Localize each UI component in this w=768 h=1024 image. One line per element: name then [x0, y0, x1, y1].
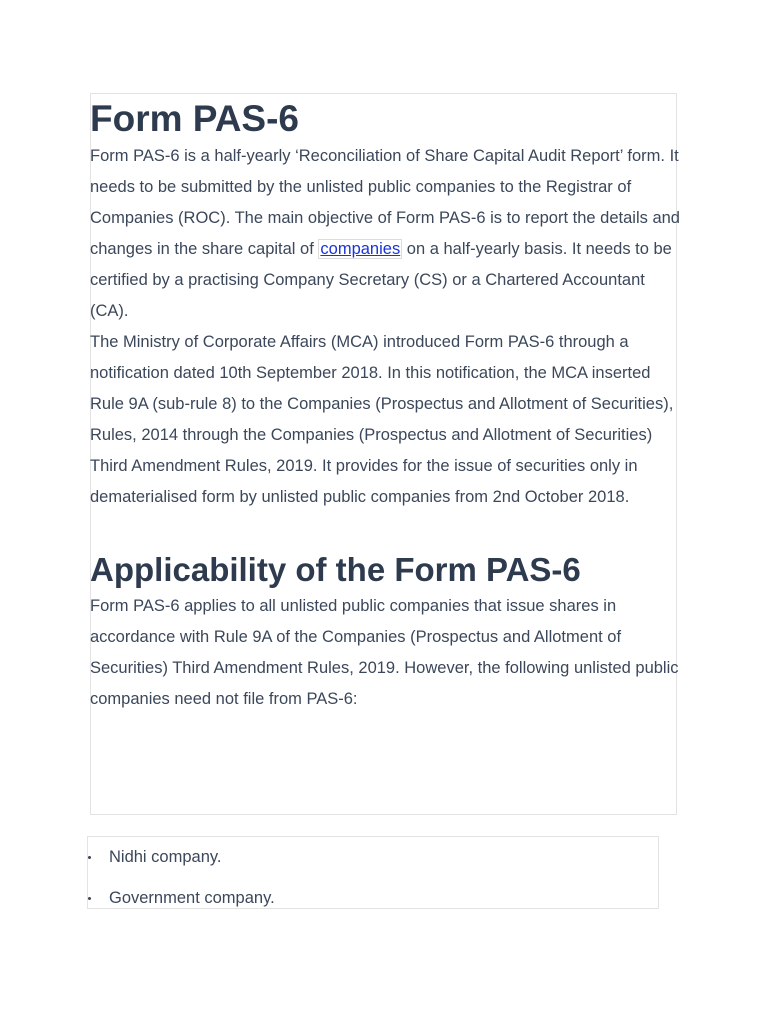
page-title: Form PAS-6: [90, 98, 300, 139]
intro-text-before-link: Form PAS-6 is a half-yearly ‘Reconciliation of Share Capital Audit Report’ form. It needs to be submitted by the unlisted public companies to the Registrar of Companies (ROC). The main objective of Form PAS-6 is to report the details and changes in the share capital of: [90, 147, 680, 258]
mca-paragraph: The Ministry of Corporate Affairs (MCA) introduced Form PAS-6 through a notification dated 10th September 2018. In this notification, the MCA inserted Rule 9A (sub-rule 8) to the Companies (Prospectus and Allotment of Securities), Rules, 2014 through the Companies (Prospectus and Allotment of Securities) Third Amendment Rules, 2019. It provides for the issue of securities only in dematerialised form by unlisted public companies from 2nd October 2018.: [90, 333, 674, 506]
section-heading: Applicability of the Form PAS-6: [90, 551, 581, 588]
applicability-paragraph: Form PAS-6 applies to all unlisted public companies that issue shares in accordance with Rule 9A of the Companies (Prospectus and Allotment of Securities) Third Amendment Rules, 2019. However, the following unlisted public companies need not file from PAS-6:: [90, 597, 679, 708]
intro-text-after-link: on a half-yearly basis. It needs to be certified by a practising Company Secretary (CS) or a Chartered Accountant (CA).: [90, 240, 672, 320]
bullet-icon: [88, 856, 91, 859]
companies-link[interactable]: companies: [320, 240, 401, 258]
bullet-icon: [88, 897, 91, 900]
article-content: [90, 93, 680, 715]
list-item-text: Government company.: [109, 889, 275, 907]
list-item: [87, 842, 657, 872]
exempt-companies-list: [87, 842, 657, 924]
intro-paragraph: [90, 141, 680, 327]
list-item: [87, 883, 657, 913]
list-item-text: Nidhi company.: [109, 848, 222, 866]
